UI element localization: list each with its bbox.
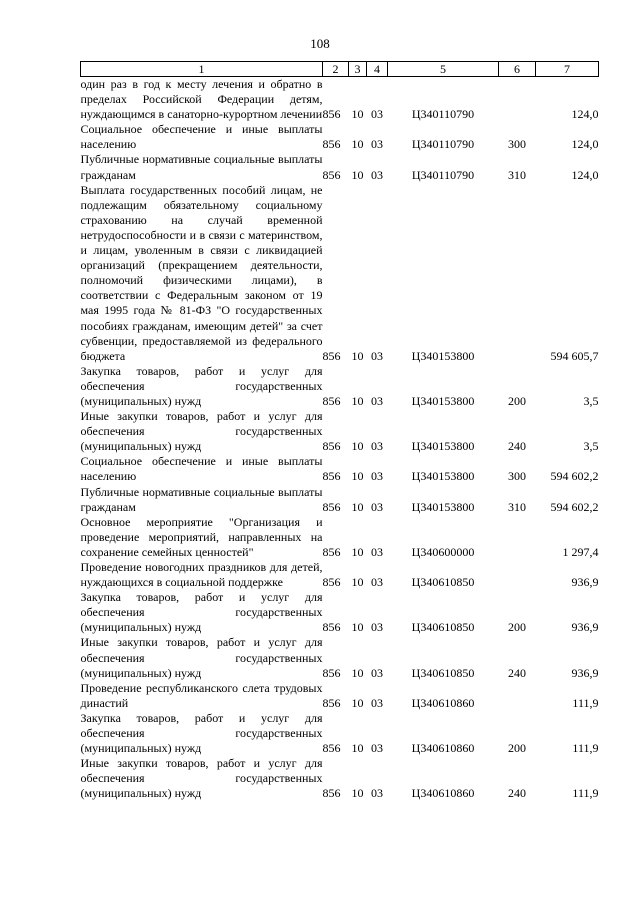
row-target-code: Ц340610850 [411, 620, 475, 635]
table-row [81, 77, 599, 123]
row-name: Проведение республиканского слета трудовых династий [80, 680, 323, 710]
row-section-code: 10 [351, 439, 364, 454]
row-gr-code: 856 [322, 393, 341, 408]
table-row [81, 635, 599, 680]
row-expense-type: 240 [508, 786, 526, 801]
row-target-code: Ц340153800 [411, 499, 475, 514]
row-name: Закупка товаров, работ и услуг для обеспечения государственных (муниципальных) нужд [80, 363, 323, 408]
row-subsection-code: 03 [371, 107, 383, 122]
row-amount: 124,0 [571, 167, 599, 182]
row-expense-type [499, 515, 536, 560]
budget-table [80, 61, 599, 802]
row-subsection-code: 03 [371, 665, 383, 680]
row-amount: 936,9 [571, 575, 599, 590]
row-subsection-code: 03 [371, 167, 383, 182]
row-amount: 936,9 [571, 665, 599, 680]
table-row [81, 485, 599, 515]
header-col-7: 7 [536, 62, 599, 77]
row-gr-code: 856 [322, 741, 341, 756]
row-name: Закупка товаров, работ и услуг для обеспечения государственных (муниципальных) нужд [80, 590, 323, 635]
row-subsection-code: 03 [371, 137, 383, 152]
row-subsection-code: 03 [371, 544, 383, 559]
row-amount: 111,9 [572, 741, 599, 756]
row-section-code: 10 [351, 544, 364, 559]
row-name: Социальное обеспечение и иные выплаты населению [80, 454, 323, 484]
row-expense-type: 240 [508, 439, 526, 454]
row-section-code: 10 [351, 695, 364, 710]
table-row [81, 560, 599, 590]
row-section-code: 10 [351, 107, 364, 122]
row-subsection-code: 03 [371, 499, 383, 514]
row-gr-code: 856 [322, 348, 341, 363]
row-name: Публичные нормативные социальные выплаты гражданам [80, 152, 323, 182]
row-amount: 3,5 [583, 439, 599, 454]
row-amount: 594 602,2 [550, 499, 599, 514]
row-expense-type: 200 [508, 620, 526, 635]
table-row [81, 183, 599, 364]
row-expense-type: 300 [508, 137, 526, 152]
row-name: Публичные нормативные социальные выплаты гражданам [80, 484, 323, 514]
row-amount: 594 602,2 [550, 469, 599, 484]
row-expense-type [499, 681, 536, 711]
row-gr-code: 856 [322, 665, 341, 680]
row-gr-code: 856 [322, 575, 341, 590]
row-name: Основное мероприятие "Организация и проведение мероприятий, направленных на сохранение семейных ценностей" [80, 514, 323, 559]
row-section-code: 10 [351, 167, 364, 182]
row-name: Иные закупки товаров, работ и услуг для обеспечения государственных (муниципальных) нужд [80, 409, 323, 454]
page-number: 108 [310, 36, 330, 51]
row-name: Закупка товаров, работ и услуг для обеспечения государственных (муниципальных) нужд [80, 710, 323, 756]
row-subsection-code: 03 [371, 393, 383, 408]
row-gr-code: 856 [322, 620, 341, 635]
row-expense-type: 200 [508, 741, 526, 756]
row-target-code: Ц340110790 [411, 107, 475, 122]
row-amount: 111,9 [572, 695, 599, 710]
row-subsection-code: 03 [371, 620, 383, 635]
row-target-code: Ц340610850 [411, 575, 475, 590]
row-section-code: 10 [351, 575, 364, 590]
header-col-6: 6 [499, 62, 536, 77]
header-col-2: 2 [323, 62, 349, 77]
table-row [81, 454, 599, 484]
row-name: Иные закупки товаров, работ и услуг для обеспечения государственных (муниципальных) нужд [80, 756, 323, 801]
row-gr-code: 856 [322, 107, 341, 122]
table-row [81, 122, 599, 152]
table-row [81, 364, 599, 409]
row-gr-code: 856 [322, 786, 341, 801]
row-amount: 111,9 [572, 786, 599, 801]
row-gr-code: 856 [322, 469, 341, 484]
table-row [81, 711, 599, 756]
header-row [81, 62, 599, 77]
row-section-code: 10 [351, 665, 364, 680]
row-amount: 936,9 [571, 620, 599, 635]
row-amount: 124,0 [571, 107, 599, 122]
row-amount: 1 297,4 [562, 544, 599, 559]
row-target-code: Ц340153800 [411, 393, 475, 408]
row-subsection-code: 03 [371, 695, 383, 710]
row-subsection-code: 03 [371, 439, 383, 454]
table-row [81, 681, 599, 711]
table-row [81, 409, 599, 454]
row-amount: 3,5 [583, 393, 599, 408]
row-expense-type: 310 [508, 167, 526, 182]
row-section-code: 10 [351, 137, 364, 152]
row-gr-code: 856 [322, 137, 341, 152]
table-row [81, 590, 599, 635]
row-name: Выплата государственных пособий лицам, не подлежащим обязательному социальному страхованию на случай временной нетрудоспособности и в связи с материнством, и лицам, уволенным в связи с ликвидацией организаций (прекращением деятельности, полномочий физическими лицами), в соответствии с Федеральным законом от 19 мая 1995 года № 81-ФЗ "О государственных пособиях гражданам, имеющим детей" за счет субвенции, предоставляемой из федерального бюджета [80, 182, 323, 363]
row-gr-code: 856 [322, 439, 341, 454]
row-subsection-code: 03 [371, 575, 383, 590]
row-target-code: Ц340110790 [411, 167, 475, 182]
header-col-5: 5 [388, 62, 499, 77]
header-col-4: 4 [367, 62, 388, 77]
row-gr-code: 856 [322, 499, 341, 514]
row-subsection-code: 03 [371, 469, 383, 484]
row-expense-type [499, 77, 536, 123]
row-target-code: Ц340600000 [411, 544, 475, 559]
row-target-code: Ц340153800 [411, 348, 475, 363]
row-name: Иные закупки товаров, работ и услуг для обеспечения государственных (муниципальных) нужд [80, 635, 323, 680]
row-section-code: 10 [351, 499, 364, 514]
row-expense-type: 300 [508, 469, 526, 484]
row-expense-type [499, 560, 536, 590]
row-target-code: Ц340153800 [411, 469, 475, 484]
row-expense-type: 310 [508, 499, 526, 514]
row-target-code: Ц340110790 [411, 137, 475, 152]
row-section-code: 10 [351, 348, 364, 363]
row-target-code: Ц340610860 [411, 741, 475, 756]
row-section-code: 10 [351, 469, 364, 484]
row-section-code: 10 [351, 393, 364, 408]
row-name: Проведение новогодних праздников для детей, нуждающихся в социальной поддержке [80, 560, 323, 590]
row-gr-code: 856 [322, 167, 341, 182]
row-subsection-code: 03 [371, 786, 383, 801]
row-subsection-code: 03 [371, 741, 383, 756]
row-subsection-code: 03 [371, 348, 383, 363]
header-col-1: 1 [81, 62, 323, 77]
row-target-code: Ц340610860 [411, 786, 475, 801]
row-section-code: 10 [351, 620, 364, 635]
table-row [81, 152, 599, 182]
row-name: один раз в год к месту лечения и обратно в пределах Российской Федерации детям, нуждающимся в санаторно-курортном лечении [80, 77, 323, 122]
table-row [81, 756, 599, 801]
row-amount: 124,0 [571, 137, 599, 152]
row-target-code: Ц340610860 [411, 695, 475, 710]
row-target-code: Ц340153800 [411, 439, 475, 454]
row-target-code: Ц340610850 [411, 665, 475, 680]
table-row [81, 515, 599, 560]
row-amount: 594 605,7 [550, 348, 599, 363]
row-gr-code: 856 [322, 695, 341, 710]
table-body [81, 77, 599, 802]
row-expense-type: 200 [508, 393, 526, 408]
row-expense-type: 240 [508, 665, 526, 680]
row-gr-code: 856 [322, 544, 341, 559]
row-section-code: 10 [351, 741, 364, 756]
row-expense-type [499, 183, 536, 364]
row-section-code: 10 [351, 786, 364, 801]
row-name: Социальное обеспечение и иные выплаты населению [80, 122, 323, 152]
header-col-3: 3 [349, 62, 367, 77]
